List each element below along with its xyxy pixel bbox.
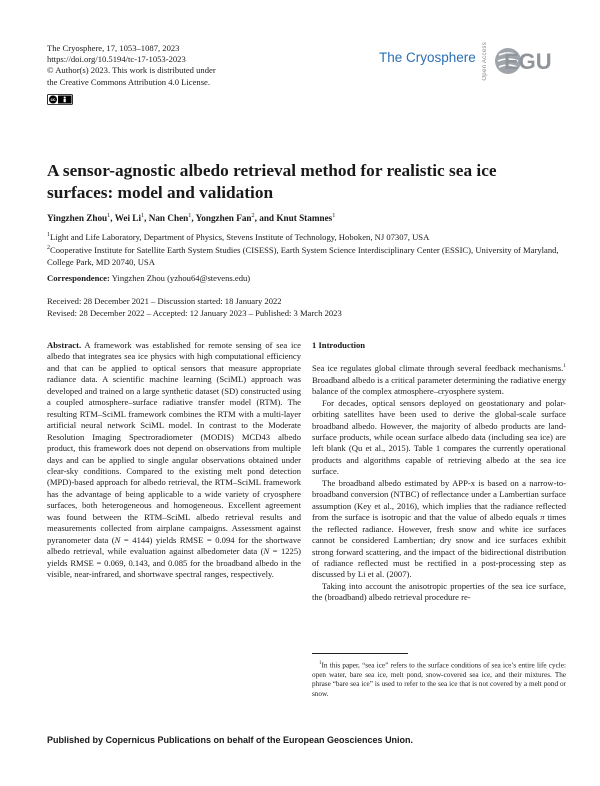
dates-line: Revised: 28 December 2022 – Accepted: 12 January 2023 – Published: 3 March 2023 (47, 307, 342, 318)
correspondence-email[interactable]: Yingzhen Zhou (yzhou64@stevens.edu) (111, 273, 251, 283)
footnote-ref[interactable]: 1 (563, 363, 566, 370)
author-affiliation-mark: 2 (251, 212, 255, 219)
author-affiliation-mark: 1 (107, 212, 111, 219)
footnote-divider (312, 653, 408, 654)
author-affiliation-mark: 1 (141, 212, 145, 219)
paper-title: A sensor-agnostic albedo retrieval method for realistic sea ice surfaces: model and validation (47, 161, 497, 202)
egu-logo-icon[interactable] (494, 42, 552, 80)
cc-by-license-icon[interactable] (47, 94, 73, 105)
abstract-label: Abstract. (47, 340, 82, 350)
copyright-notice: © Author(s) 2023. This work is distributed under (47, 65, 216, 76)
publisher-line: Published by Copernicus Publications on behalf of the European Geosciences Union. (47, 735, 414, 745)
dates-line: Received: 28 December 2021 – Discussion started: 18 January 2022 (47, 296, 282, 306)
author-name: Wei Li (114, 213, 141, 224)
author-name: Knut Stamnes (276, 213, 333, 224)
correspondence-label: Correspondence: (47, 273, 110, 283)
paragraph: The broadband albedo estimated by APP-x is based on a narrow-to-broadband conversion (NTBC) of reflectance under a Lambertian surface assumption (Key et al., 2016), which implies that the radiance reflected from the surface is isotropic and that the value of albedo equals π times the reflected radiance. However, fresh snow and white ice surfaces cannot be considered Lambertian; dry snow and ice surfaces exhibit strong forward scattering, and the impact of the bidirectional distribution of radiance reflected must be rectified in a post-processing step as discussed by Li et al. (2007). (312, 477, 566, 580)
citation: The Cryosphere, 17, 1053–1087, 2023 (47, 43, 180, 53)
introduction-section (312, 340, 566, 604)
publication-dates (47, 296, 342, 319)
egu-logo-text: EGU (504, 49, 552, 74)
doi-link[interactable]: https://doi.org/10.5194/tc-17-1053-2023 (47, 54, 186, 65)
paragraph: For decades, optical sensors deployed on geostationary and polar-orbiting satellites have been used to derive the global-scale surface broadband albedo. However, the majority of albedo products are land-surface products, while ocean surface albedo data (including sea ice) are left blank (Qu et al., 2015). Table 1 compares the currently operational products and algorithms capable of retrieving albedo at the sea ice surface. (312, 397, 566, 477)
paragraph: Taking into account the anisotropic properties of the sea ice surface, the (broadband) albedo retrieval procedure re- (312, 580, 566, 603)
open-access-label: Open Access (482, 42, 488, 81)
affiliation-item: $^2$Cooperative Institute for Satellite Earth System Studies (CISESS), Earth System Science Interdisciplinary Center (ESSIC), University of Maryland, College Park, MD 20740, USA (47, 245, 559, 267)
author-list: Yingzhen Zhou$^1$, Wei Li$^1$, Nan Chen$^1$, Yongzhen Fan$^2$, and Knut Stamnes$^1$ (47, 212, 336, 224)
article-metadata (47, 43, 216, 88)
author-name: Yingzhen Zhou (47, 213, 108, 224)
paragraph: Sea ice regulates global climate through several feedback mechanisms.$^1$ Broadband albedo is a critical parameter determining the radiative energy balance of the complex atmosphere–cryosphere system. (312, 363, 566, 397)
section-heading: 1 Introduction (312, 340, 366, 350)
author-affiliation-mark: 1 (188, 212, 192, 219)
author-name: Nan Chen (148, 213, 189, 224)
author-name: Yongzhen Fan (195, 213, 252, 224)
journal-logo-text[interactable]: The Cryosphere (379, 50, 476, 65)
affiliations (47, 230, 562, 269)
author-affiliation-mark: 1 (332, 212, 336, 219)
correspondence (47, 273, 250, 283)
abstract: Abstract. A framework was established for remote sensing of sea ice albedo that integrates sea ice physics with high computational efficiency and that can be applied to optical sensors that measure appropriate radiance data. A scientific machine learning (SciML) approach was developed and trained on a large synthetic dataset (SD) constructed using a coupled atmosphere–surface radiative transfer model (RTM). The resulting RTM–SciML framework combines the RTM with a multi-layer artificial neural network SciML model. In contrast to the Moderate Resolution Imaging Spectroradiometer (MODIS) MCD43 albedo product, this framework does not depend on observations from multiple days and can be applied to single angular observations obtained under clear-sky conditions. Compared to the existing melt pond detection (MPD)-based approach for albedo retrieval, the RTM–SciML framework has the advantage of being applicable to a wide variety of cryosphere surfaces, both heterogeneous and homogeneous. Excellent agreement was found between the RTM–SciML albedo retrieval results and measurements collected from airplane campaigns. Assessment against pyranometer data (N = 4144) yields RMSE = 0.094 for the shortwave albedo retrieval, while evaluation against albedometer data (N = 1225) yields RMSE = 0.069, 0.143, and 0.085 for the broadband albedo in the visible, near-infrared, and shortwave spectral ranges, respectively. (47, 340, 302, 580)
license-notice[interactable]: the Creative Commons Attribution 4.0 License. (47, 76, 211, 87)
cc-badge-text: cc (50, 97, 56, 103)
affiliation-item: $^1$Light and Life Laboratory, Department of Physics, Stevens Institute of Technology, Hoboken, NJ 07307, USA (47, 231, 430, 242)
footnote: $^1$In this paper, “sea ice” refers to the surface conditions of sea ice’s entire life cycle: open water, bare sea ice, melt pond, snow-covered sea ice, and their mixtures. The phrase “bare sea ice” is used to refer to the sea ice that is not covered by a melt pond or snow. (312, 661, 566, 698)
